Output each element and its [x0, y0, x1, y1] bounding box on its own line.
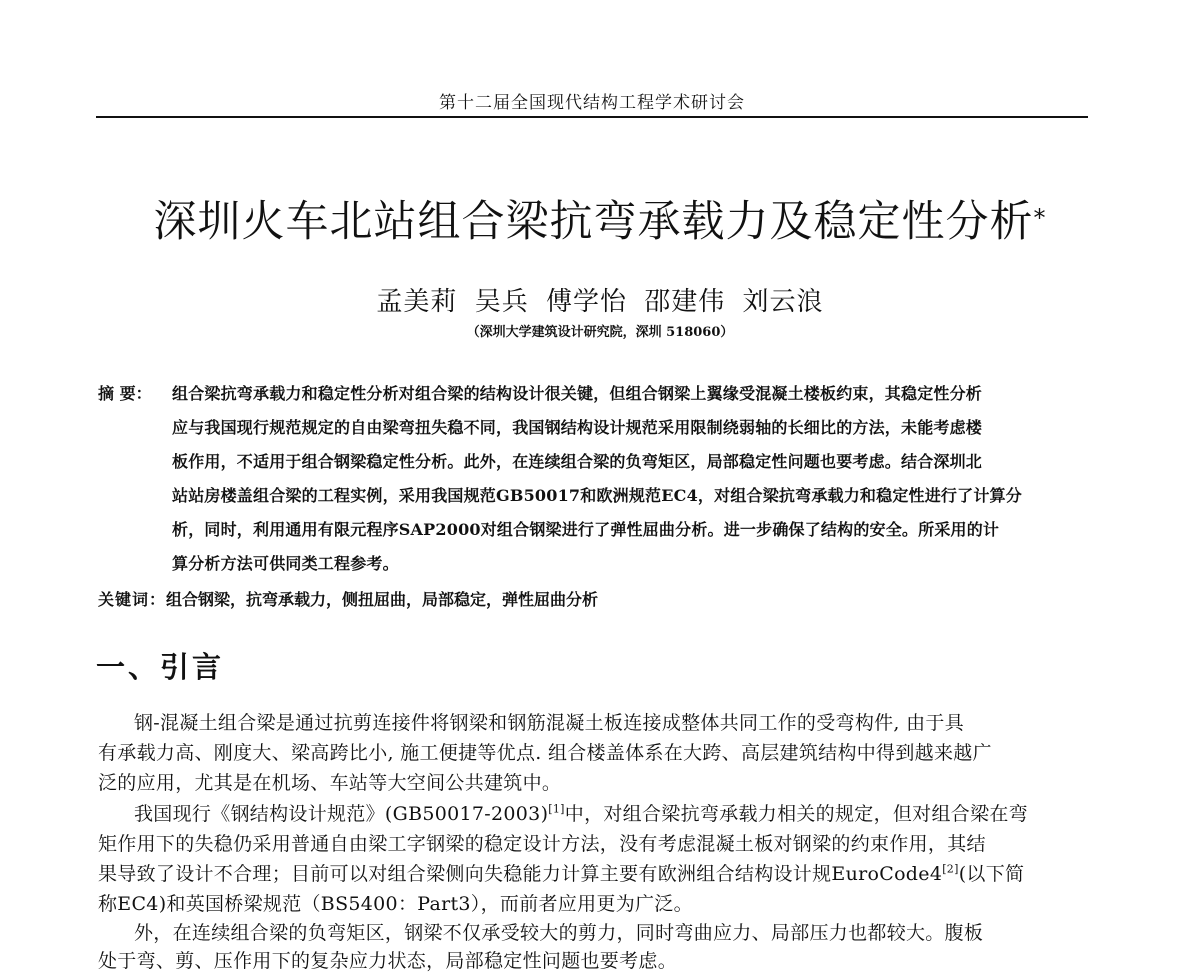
citation: [2]	[942, 862, 959, 876]
body-text: 我国现行《钢结构设计规范》(GB50017-2003)	[134, 803, 549, 825]
author-list	[0, 281, 1200, 318]
body-line	[98, 859, 1024, 886]
body-line: 矩作用下的失稳仍采用普通自由梁工字钢梁的稳定设计方法，没有考虑混凝土板对钢梁的约束作用，其结	[98, 833, 986, 855]
body-line: 泛的应用，尤其是在机场、车站等大空间公共建筑中。	[98, 772, 562, 794]
abstract-line: 组合梁抗弯承载力和稳定性分析对组合梁的结构设计很关键，但组合钢梁上翼缘受混凝土楼板约束，其稳定性分析	[172, 384, 983, 403]
body-text: 中，对组合梁抗弯承载力相关的规定，但对组合梁在弯	[564, 803, 1028, 825]
body-line	[134, 799, 1028, 826]
keywords	[98, 587, 598, 610]
header-rule	[96, 116, 1088, 118]
section-heading: 一、引言	[96, 650, 225, 684]
abstract-label: 摘 要：	[98, 384, 152, 403]
author: 吴兵	[474, 287, 529, 317]
abstract-line: 站站房楼盖组合梁的工程实例，采用我国规范GB50017和欧洲规范EC4，对组合梁抗弯承载力和稳定性进行了计算分	[172, 486, 1022, 505]
abstract-line: 算分析方法可供同类工程参考。	[172, 554, 399, 573]
body-line: 外，在连续组合梁的负弯矩区，钢梁不仅承受较大的剪力，同时弯曲应力、局部压力也都较大。腹板	[134, 922, 984, 944]
running-head: 第十二届全国现代结构工程学术研讨会	[439, 93, 745, 113]
body-line: 有承载力高、刚度大、梁高跨比小, 施工便捷等优点. 组合楼盖体系在大跨、高层建筑结构中得到越来越广	[98, 742, 992, 764]
author: 刘云浪	[742, 287, 824, 317]
citation: [1]	[548, 802, 565, 816]
title-text: 深圳火车北站组合梁抗弯承载力及稳定性分析	[153, 197, 1034, 247]
body-text: (以下简	[958, 863, 1025, 885]
abstract-line: 应与我国现行规范规定的自由梁弯扭失稳不同，我国钢结构设计规范采用限制绕弱轴的长细比的方法，未能考虑楼	[172, 418, 983, 437]
abstract-line: 板作用，不适用于组合钢梁稳定性分析。此外，在连续组合梁的负弯矩区，局部稳定性问题也要考虑。结合深圳北	[172, 452, 983, 471]
title-footnote-mark: *	[1033, 204, 1047, 232]
author: 邵建伟	[644, 287, 726, 317]
author: 孟美莉	[376, 287, 458, 317]
body-text: 果导致了设计不合理；目前可以对组合梁侧向失稳能力计算主要有欧洲组合结构设计规EuroCode4	[98, 863, 943, 885]
author: 傅学怡	[545, 287, 627, 317]
keywords-label: 关键词：	[98, 590, 167, 609]
body-line: 称EC4)和英国桥梁规范（BS5400：Part3），而前者应用更为广泛。	[98, 893, 693, 915]
body-line: 钢-混凝土组合梁是通过抗剪连接件将钢梁和钢筋混凝土板连接成整体共同工作的受弯构件, 由于具	[134, 712, 965, 734]
affiliation: （深圳大学建筑设计研究院，深圳 518060）	[466, 325, 734, 340]
abstract-line: 析，同时，利用通用有限元程序SAP2000对组合钢梁进行了弹性屈曲分析。进一步确保了结构的安全。所采用的计	[172, 520, 1000, 539]
paper-title	[0, 192, 1200, 252]
keywords-text: 组合钢梁，抗弯承载力，侧扭屈曲，局部稳定，弹性屈曲分析	[166, 590, 599, 609]
body-line: 处于弯、剪、压作用下的复杂应力状态，局部稳定性问题也要考虑。	[98, 950, 678, 972]
